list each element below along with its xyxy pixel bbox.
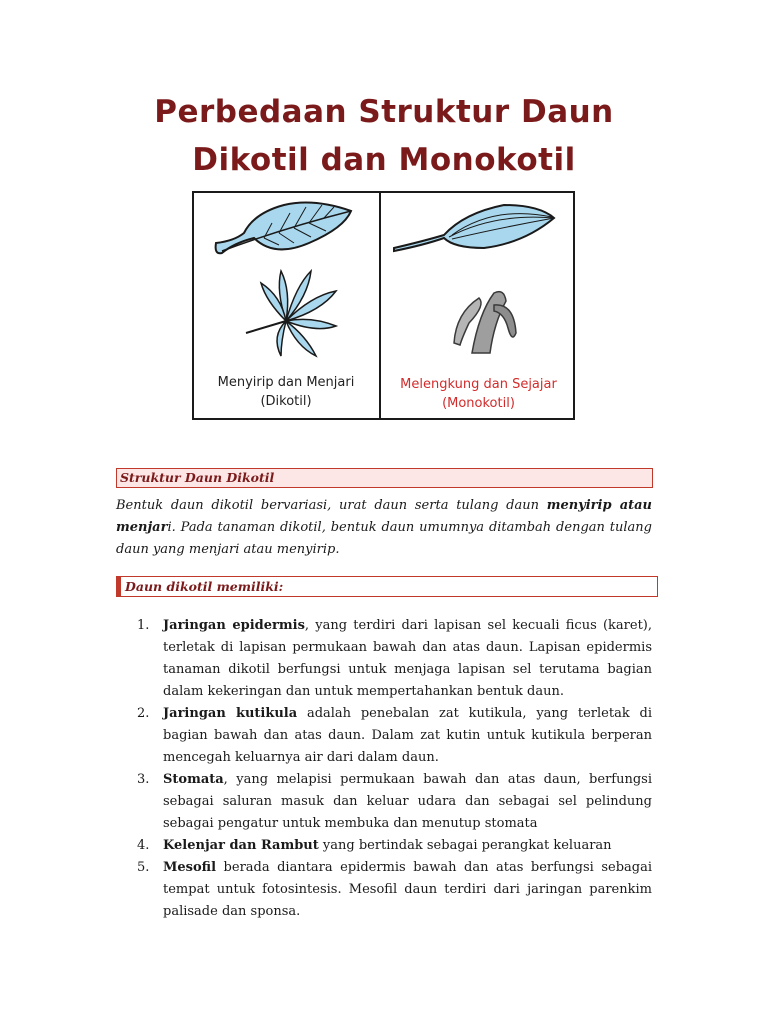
leaf-comparison-figure: [192, 191, 575, 420]
dicot-caption-line-1: Menyirip dan Menjari: [217, 375, 355, 390]
list-item: [137, 769, 652, 835]
list-item-number: 1.: [137, 618, 150, 633]
list-item-term: Jaringan kutikula: [163, 706, 298, 721]
list-item-number: 2.: [137, 706, 150, 721]
intro-paragraph: [116, 495, 652, 561]
page-title: [100, 88, 668, 184]
parallel-leaf-icon: [394, 205, 554, 251]
para-text-2: i. Pada tanaman dikotil, bentuk daun umumnya ditambah dengan tulang daun yang menjari atau menyirip.: [116, 520, 652, 557]
list-item-text: adalah penebalan zat kutikula, yang terletak di bagian bawah dan atas daun. Dalam zat kutin untuk kutikula berperan mencegah keluarnya air dari dalam daun.: [163, 706, 652, 765]
para-text-1: Bentuk daun dikotil bervariasi, urat daun serta tulang daun: [116, 498, 547, 513]
list-item-number: 4.: [137, 838, 150, 853]
grass-leaf-icon: [454, 292, 516, 353]
list-item-text: , yang melapisi permukaan bawah dan atas daun, berfungsi sebagai saluran masuk dan keluar udara dan sebagai sel pelindung sebagai pengatur untuk membuka dan menutup stomata: [163, 772, 652, 831]
list-item: [137, 835, 652, 857]
list-item-number: 5.: [137, 860, 150, 875]
list-item-term: Stomata: [163, 772, 224, 787]
list-item-text: , yang terdiri dari lapisan sel kecuali ficus (karet), terletak di lapisan permukaan bawah dan atas daun. Lapisan epidermis tanaman dikotil berfungsi untuk menjaga lapisan sel terutama bagian dalam kekeringan dan untuk mempertahankan bentuk daun.: [163, 618, 653, 699]
list-item-term: Mesofil: [163, 860, 217, 875]
list-item: [137, 615, 653, 703]
palmate-leaf-icon: [246, 271, 336, 356]
list-item-number: 3.: [137, 772, 150, 787]
monocot-caption-line-1: Melengkung dan Sejajar: [400, 377, 557, 392]
dicot-caption-line-2: (Dikotil): [260, 394, 312, 409]
title-line-2: Dikotil dan Monokotil: [192, 142, 576, 178]
title-line-1: Perbedaan Struktur Daun: [154, 94, 614, 130]
monocot-caption: [386, 375, 571, 413]
sub-heading: Daun dikotil memiliki:: [116, 576, 658, 597]
list-item-term: Jaringan epidermis: [163, 618, 305, 633]
list-item: [137, 857, 652, 923]
dicot-caption: [196, 373, 376, 411]
figure-divider: [379, 193, 381, 418]
list-item: [137, 703, 652, 769]
para-bold: menyirip atau menjar: [116, 498, 652, 535]
list-item-text: yang bertindak sebagai perangkat keluaran: [318, 838, 612, 853]
feature-list: [137, 615, 653, 923]
list-item-text: berada diantara epidermis bawah dan atas berfungsi sebagai tempat untuk fotosintesis. Mesofil daun terdiri dari jaringan parenkim palisade dan sponsa.: [163, 860, 652, 919]
section-heading: Struktur Daun Dikotil: [116, 468, 653, 488]
pinnate-leaf-icon: [216, 203, 351, 254]
list-item-term: Kelenjar dan Rambut: [163, 838, 319, 853]
monocot-caption-line-2: (Monokotil): [442, 396, 515, 411]
